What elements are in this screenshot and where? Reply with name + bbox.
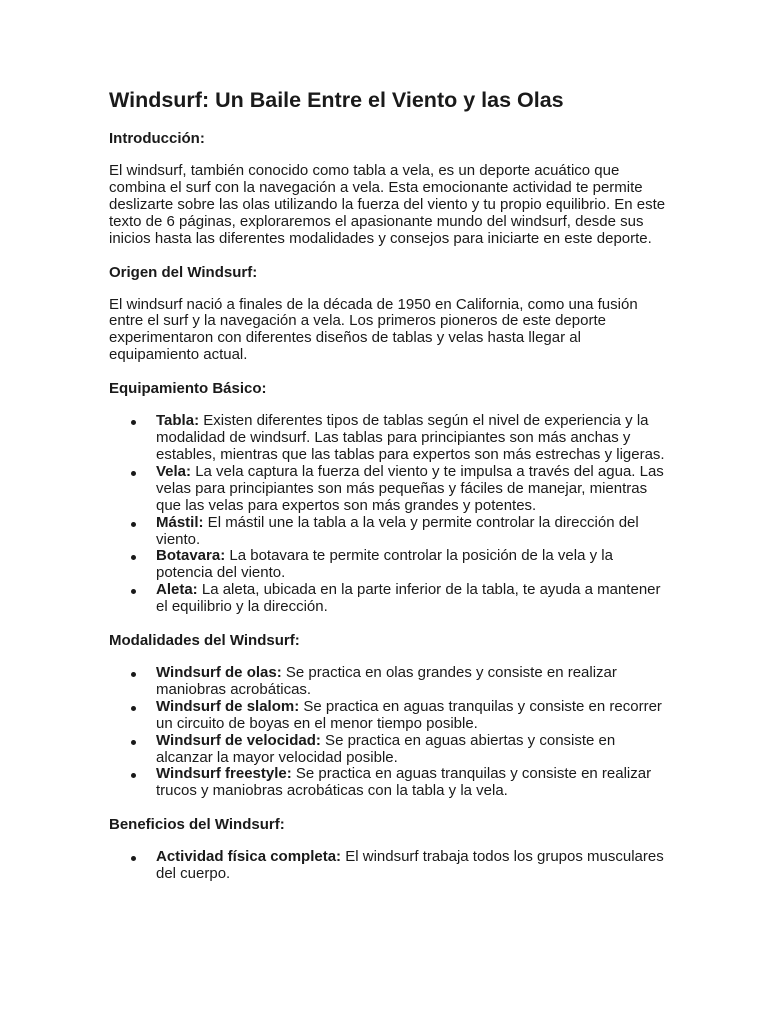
equipment-text: Existen diferentes tipos de tablas según el nivel de experiencia y la modalidad de windsurf. Las tablas para principiantes son más anchas y estables, mientras que las tablas para expertos son más estrechas y ligeras.: [156, 412, 665, 463]
modalities-heading: Modalidades del Windsurf:: [109, 632, 300, 650]
modality-term: Windsurf freestyle:: [156, 765, 292, 783]
equipment-item-aleta: [109, 582, 669, 616]
modality-text: Se practica en olas grandes y consiste en realizar maniobras acrobáticas.: [156, 664, 617, 698]
benefit-text: El windsurf trabaja todos los grupos musculares del cuerpo.: [156, 848, 664, 883]
equipment-term: Tabla:: [156, 412, 200, 430]
equipment-text: La botavara te permite controlar la posición de la vela y la potencia del viento.: [156, 547, 613, 582]
equipment-term: Aleta:: [156, 581, 198, 599]
origin-heading: Origen del Windsurf:: [109, 263, 258, 281]
bullet-icon: [131, 471, 136, 476]
benefit-term: Actividad física completa:: [156, 848, 342, 866]
modality-item-velocidad: [109, 733, 669, 767]
equipment-item-botavara: [109, 548, 669, 582]
bullet-icon: [131, 522, 136, 527]
modality-item-olas: [109, 665, 669, 699]
modality-term: Windsurf de olas:: [156, 664, 282, 682]
bullet-icon: [131, 420, 136, 425]
modality-text: Se practica en aguas tranquilas y consiste en recorrer un circuito de boyas en el menor tiempo posible.: [156, 697, 662, 732]
equipment-term: Botavara:: [156, 547, 226, 565]
document-title: Windsurf: Un Baile Entre el Viento y las Olas: [109, 88, 564, 112]
equipment-term: Mástil:: [156, 513, 204, 531]
modality-text: Se practica en aguas tranquilas y consiste en realizar trucos y maniobras acrobáticas con la tabla y la vela.: [156, 765, 652, 800]
modality-item-freestyle: [109, 766, 669, 800]
intro-paragraph: El windsurf, también conocido como tabla a vela, es un deporte acuático que combina el surf con la navegación a vela. Esta emocionante actividad te permite deslizarte sobre las olas utilizando la fuerza del viento y tu propio equilibrio. En este texto de 6 páginas, exploraremos el apasionante mundo del windsurf, desde sus inicios hasta las diferentes modalidades y consejos para iniciarte en este deporte.: [109, 162, 666, 247]
bullet-icon: [131, 589, 136, 594]
equipment-heading: Equipamiento Básico:: [109, 380, 267, 398]
equipment-text: La aleta, ubicada en la parte inferior de la tabla, te ayuda a mantener el equilibrio y la dirección.: [156, 581, 661, 616]
modality-item-slalom: [109, 699, 669, 733]
bullet-icon: [131, 706, 136, 711]
benefits-heading: Beneficios del Windsurf:: [109, 816, 285, 834]
bullet-icon: [131, 740, 136, 745]
equipment-text: El mástil une la tabla a la vela y permite controlar la dirección del viento.: [156, 513, 639, 548]
document-page: [109, 86, 669, 899]
bullet-icon: [131, 773, 136, 778]
equipment-item-vela: [109, 464, 669, 515]
modalities-list: [109, 665, 669, 800]
origin-paragraph: El windsurf nació a finales de la década de 1950 en California, como una fusión entre el surf y la navegación a vela. Los primeros pioneros de este deporte experimentaron con diferentes diseños de tablas y velas hasta llegar al equipamiento actual.: [109, 295, 638, 364]
equipment-term: Vela:: [156, 462, 192, 480]
bullet-icon: [131, 672, 136, 677]
equipment-item-tabla: [109, 413, 669, 464]
equipment-text: La vela captura la fuerza del viento y te impulsa a través del agua. Las velas para principiantes son más pequeñas y fáciles de manejar, mientras que las velas para expertos son más grandes y potentes.: [156, 462, 664, 514]
equipment-list: [109, 413, 669, 616]
modality-term: Windsurf de slalom:: [156, 697, 300, 715]
modality-term: Windsurf de velocidad:: [156, 731, 321, 749]
equipment-item-mastil: [109, 515, 669, 549]
benefits-list: [109, 849, 669, 883]
intro-heading: Introducción:: [109, 130, 205, 147]
bullet-icon: [131, 856, 136, 861]
benefit-item-actividad: [109, 849, 669, 883]
modality-text: Se practica en aguas abiertas y consiste en alcanzar la mayor velocidad posible.: [156, 731, 616, 766]
bullet-icon: [131, 555, 136, 560]
